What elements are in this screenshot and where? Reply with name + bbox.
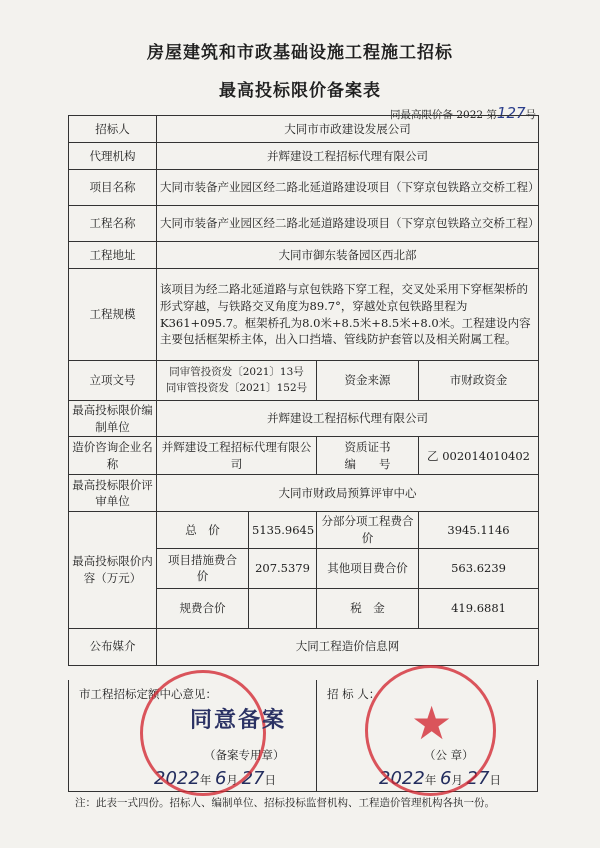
engineering-name-label: 工程名称 <box>69 206 157 242</box>
filing-date-year: 2022 <box>154 768 200 789</box>
project-name-value: 大同市装备产业园区经二路北延道路建设项目（下穿京包铁路立交桥工程） <box>157 170 539 206</box>
row-address <box>69 242 539 269</box>
tax-label: 税 金 <box>317 588 419 628</box>
tenderer-date-year: 2022 <box>379 768 425 789</box>
address-label: 工程地址 <box>69 242 157 269</box>
tenderer-date-year-unit: 年 <box>424 773 437 787</box>
fund-source-value: 市财政资金 <box>419 361 539 401</box>
filing-date-month: 6 <box>214 768 227 789</box>
row-engineering-name <box>69 206 539 242</box>
address-value: 大同市御东装备园区西北部 <box>157 242 539 269</box>
row-media <box>69 628 539 665</box>
filing-date-year-unit: 年 <box>199 773 212 787</box>
quota-center-opinion-label: 市工程招标定额中心意见： <box>79 687 217 701</box>
subitem-cost-value: 3945.1146 <box>419 512 539 548</box>
signature-divider <box>316 680 317 791</box>
project-name-label: 项目名称 <box>69 170 157 206</box>
doc-no-prefix: 同最高限价备 2022 第 <box>390 109 497 121</box>
cert-value: 乙 002014010402 <box>419 437 539 475</box>
doc-no-suffix: 号 <box>525 109 537 121</box>
reviewer-label: 最高投标限价评审单位 <box>69 475 157 512</box>
official-seal-caption: （公 章） <box>424 748 474 762</box>
filing-date-month-unit: 月 <box>226 773 238 787</box>
cert-label-line1: 资质证书 <box>344 440 391 455</box>
other-cost-value: 563.6239 <box>419 548 539 588</box>
tenderer-date-day: 27 <box>466 768 490 789</box>
approval-label: 立项文号 <box>69 361 157 401</box>
tenderer-sign-label: 招 标 人： <box>327 687 381 701</box>
tenderer-label: 招标人 <box>69 116 157 143</box>
scale-label: 工程规模 <box>69 269 157 361</box>
approval-doc-1: 同审管投资发〔2021〕13号 <box>169 366 304 379</box>
compiler-value: 并辉建设工程招标代理有限公司 <box>157 401 539 437</box>
row-compiler <box>69 401 539 437</box>
agency-value: 并辉建设工程招标代理有限公司 <box>157 143 539 170</box>
subitem-cost-label: 分部分项工程费合价 <box>317 512 419 548</box>
fund-source-label: 资金来源 <box>317 361 419 401</box>
row-scale <box>69 269 539 361</box>
row-agency <box>69 143 539 170</box>
cert-label-line2: 编 号 <box>344 456 391 471</box>
total-price-value: 5135.9645 <box>249 512 317 548</box>
tenderer-date-month-unit: 月 <box>451 773 463 787</box>
form-title-line2: 最高投标限价备案表 <box>219 81 381 101</box>
compiler-label: 最高投标限价编制单位 <box>69 401 157 437</box>
cert-label <box>317 437 419 475</box>
row-content-total <box>69 512 539 548</box>
other-cost-label: 其他项目费合价 <box>317 548 419 588</box>
tenderer-date-month: 6 <box>439 768 452 789</box>
filing-date-day-unit: 日 <box>264 773 276 787</box>
scale-value: 该项目为经二路北延道路与京包铁路下穿工程，交叉处采用下穿框架桥的形式穿越，与铁路交叉角度为89.7°，穿越处京包铁路里程为K361+095.7。框架桥孔为8.0米+8.5米+8.5米+8.0米。工程建设内容主要包括框架桥主体，出入口挡墙、管线防护套管以及相关附属工程。 <box>157 269 539 361</box>
reviewer-value: 大同市财政局预算评审中心 <box>157 475 539 512</box>
row-consulting <box>69 437 539 475</box>
filing-seal-caption: （备案专用章） <box>204 748 285 762</box>
media-label: 公布媒介 <box>69 628 157 665</box>
form-title-line1: 房屋建筑和市政基础设施工程施工招标 <box>147 43 453 63</box>
row-approval <box>69 361 539 401</box>
tenderer-date-day-unit: 日 <box>489 773 501 787</box>
seal-star-icon: ★ <box>411 696 453 750</box>
total-price-label: 总 价 <box>157 512 249 548</box>
media-value: 大同工程造价信息网 <box>157 628 539 665</box>
tax-value: 419.6881 <box>419 588 539 628</box>
filing-date-day: 27 <box>241 768 265 789</box>
approval-doc-2: 同审管投资发〔2021〕152号 <box>165 381 308 394</box>
consulting-label: 造价咨询企业名称 <box>69 437 157 475</box>
measure-cost-value: 207.5379 <box>249 548 317 588</box>
content-label: 最高投标限价内容（万元） <box>69 512 157 628</box>
approval-handwriting: 同意备案 <box>190 707 287 733</box>
agency-label: 代理机构 <box>69 143 157 170</box>
engineering-name-value: 大同市装备产业园区经二路北延道路建设项目（下穿京包铁路立交桥工程） <box>157 206 539 242</box>
fee-label: 规费合价 <box>157 588 249 628</box>
approval-value <box>157 361 317 401</box>
fee-value <box>249 588 317 628</box>
row-tenderer <box>69 116 539 143</box>
filing-table <box>68 115 539 666</box>
tenderer-seal-stamp <box>365 665 496 796</box>
row-project-name <box>69 170 539 206</box>
footnote: 注：此表一式四份。招标人、编制单位、招标投标监督机构、工程造价管理机构各执一份。 <box>75 797 495 809</box>
row-reviewer <box>69 475 539 512</box>
doc-no-number: 127 <box>496 104 526 122</box>
tenderer-value: 大同市市政建设发展公司 <box>157 116 539 143</box>
measure-cost-label: 项目措施费合 价 <box>157 548 249 588</box>
consulting-value: 并辉建设工程招标代理有限公司 <box>157 437 317 475</box>
